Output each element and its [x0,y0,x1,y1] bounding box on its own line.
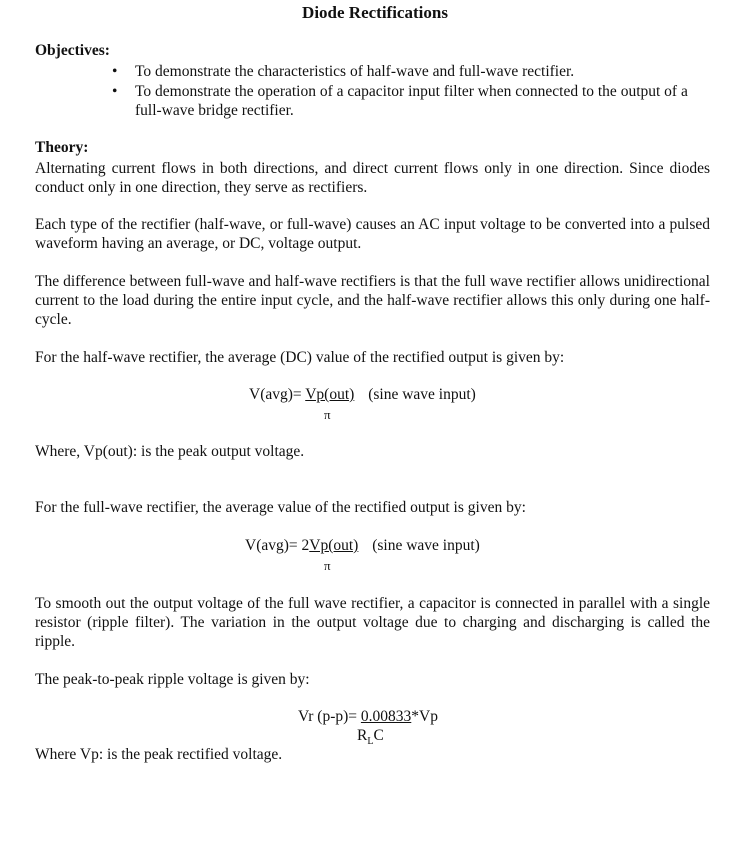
list-item [112,62,710,81]
full-wave-formula [245,537,480,555]
theory-paragraph-2: Each type of the rectifier (half-wave, or full-wave) causes an AC input voltage to be converted into a pulsed waveform having an average, or DC, voltage output. [35,216,710,252]
theory-paragraph-9: Where Vp: is the peak rectified voltage. [35,746,283,763]
theory-paragraph-6: For the full-wave rectifier, the average value of the rectified output is given by: [35,499,526,516]
objectives-list [112,62,710,121]
formula-note: (sine wave input) [372,537,480,554]
denominator-subscript-l: L [367,736,374,748]
denominator-r: R [357,727,368,744]
denominator-c: C [373,727,384,744]
theory-paragraph-8: The peak-to-peak ripple voltage is given by: [35,671,310,688]
formula-note: (sine wave input) [368,386,476,403]
formula-lhs: V(avg)= 2 [245,537,310,554]
formula-rest: *Vp [411,708,438,725]
list-item [112,82,710,120]
theory-paragraph-1: Alternating current flows in both directions, and direct current flows only in one direction. Since diodes conduct only in one direction, they serve as rectifiers. [35,160,710,196]
document-title: Diode Rectifications [302,3,448,22]
formula-numerator: 0.00833 [360,708,412,725]
bullet-icon: • [112,83,118,100]
half-wave-formula [249,386,476,404]
theory-paragraph-4: For the half-wave rectifier, the average (DC) value of the rectified output is given by: [35,349,565,366]
formula-numerator: Vp(out) [309,537,359,554]
objective-text: To demonstrate the operation of a capacitor input filter when connected to the output of a full-wave bridge rectifier. [135,83,688,119]
theory-paragraph-3: The difference between full-wave and half-wave rectifiers is that the full wave rectifier allows unidirectional current to the load during the entire input cycle, and the half-wave rectifier allows this only during one half-cycle. [35,273,710,328]
theory-paragraph-7: To smooth out the output voltage of the full wave rectifier, a capacitor is connected in parallel with a single resistor (ripple filter). The variation in the output voltage due to charging and discharging is called the ripple. [35,595,710,650]
objective-text: To demonstrate the characteristics of half-wave and full-wave rectifier. [135,63,575,80]
formula-lhs: Vr (p-p)= [298,708,361,725]
formula-lhs: V(avg)= [249,386,306,403]
formula-numerator: Vp(out) [305,386,355,403]
formula-denominator-pi: π [324,558,331,573]
formula-denominator-pi: π [324,407,331,422]
bullet-icon: • [112,63,118,80]
theory-paragraph-5: Where, Vp(out): is the peak output voltage. [35,443,305,460]
ripple-formula [298,708,438,726]
objectives-heading: Objectives: [35,42,110,59]
theory-heading: Theory: [35,139,89,156]
